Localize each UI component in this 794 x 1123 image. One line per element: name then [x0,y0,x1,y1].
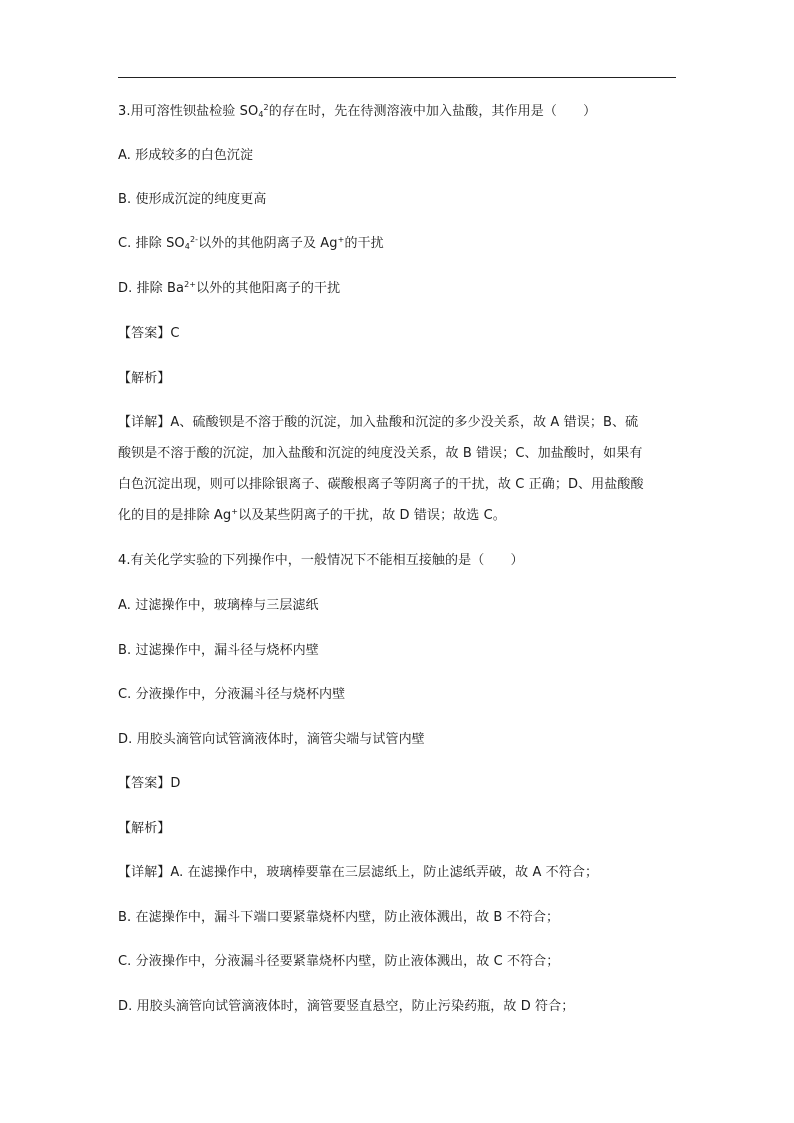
q4-option-b: B. 过滤操作中，漏斗径与烧杯内壁 [118,643,319,658]
q4-detail-a: 【详解】A. 在滤操作中，玻璃棒要靠在三层滤纸上，防止滤纸弄破，故 A 不符合； [118,865,599,880]
q3-detail-line-4: 化的目的是排除 Ag+以及某些阴离子的干扰，故 D 错误；故选 C。 [118,507,506,523]
q4-detail-b: B. 在滤操作中，漏斗下端口要紧靠烧杯内壁，防止液体溅出，故 B 不符合； [118,910,560,925]
q3-option-d: D. 排除 $Ba^{2+}$以外的其他阳离子的干扰 [118,280,341,296]
q4-option-d: D. 用胶头滴管向试管滴液体时，滴管尖端与试管内壁 [118,732,425,747]
q3-stem: 3.用可溶性钡盐检验 $SO_4^2$的存在时，先在待测溶液中加入盐酸，其作用是（ ） [118,103,597,119]
q4-option-a: A. 过滤操作中，玻璃棒与三层滤纸 [118,598,319,613]
q3-option-a: A. 形成较多的白色沉淀 [118,148,254,163]
header-rule [118,77,676,78]
q4-detail-d: D. 用胶头滴管向试管滴液体时，滴管要竖直悬空，防止污染药瓶，故 D 符合； [118,999,575,1014]
q4-stem: 4.有关化学实验的下列操作中，一般情况下不能相互接触的是（ ） [118,553,524,568]
q3-answer: 【答案】C [118,326,180,341]
q3-analysis-heading: 【解析】 [118,371,171,386]
q3-option-c: C. 排除 $SO_4^{2-}$以外的其他阴离子及 Ag+的干扰 [118,235,384,251]
q3-option-b: B. 使形成沉淀的纯度更高 [118,192,267,207]
q3-detail-line-3: 白色沉淀出现，则可以排除银离子、碳酸根离子等阴离子的干扰，故 C 正确；D、用盐酸酸 [118,477,644,492]
q4-answer: 【答案】D [118,776,181,791]
q3-detail-line-2: 酸钡是不溶于酸的沉淀，加入盐酸和沉淀的纯度没关系，故 B 错误；C、加盐酸时，如果有 [118,446,643,461]
q4-detail-c: C. 分液操作中，分液漏斗径要紧靠烧杯内壁，防止液体溅出，故 C 不符合； [118,954,560,969]
q4-option-c: C. 分液操作中，分液漏斗径与烧杯内壁 [118,687,346,702]
q3-detail-line-1: 【详解】A、硫酸钡是不溶于酸的沉淀，加入盐酸和沉淀的多少没关系，故 A 错误；B、硫 [118,415,639,430]
q4-analysis-heading: 【解析】 [118,821,171,836]
